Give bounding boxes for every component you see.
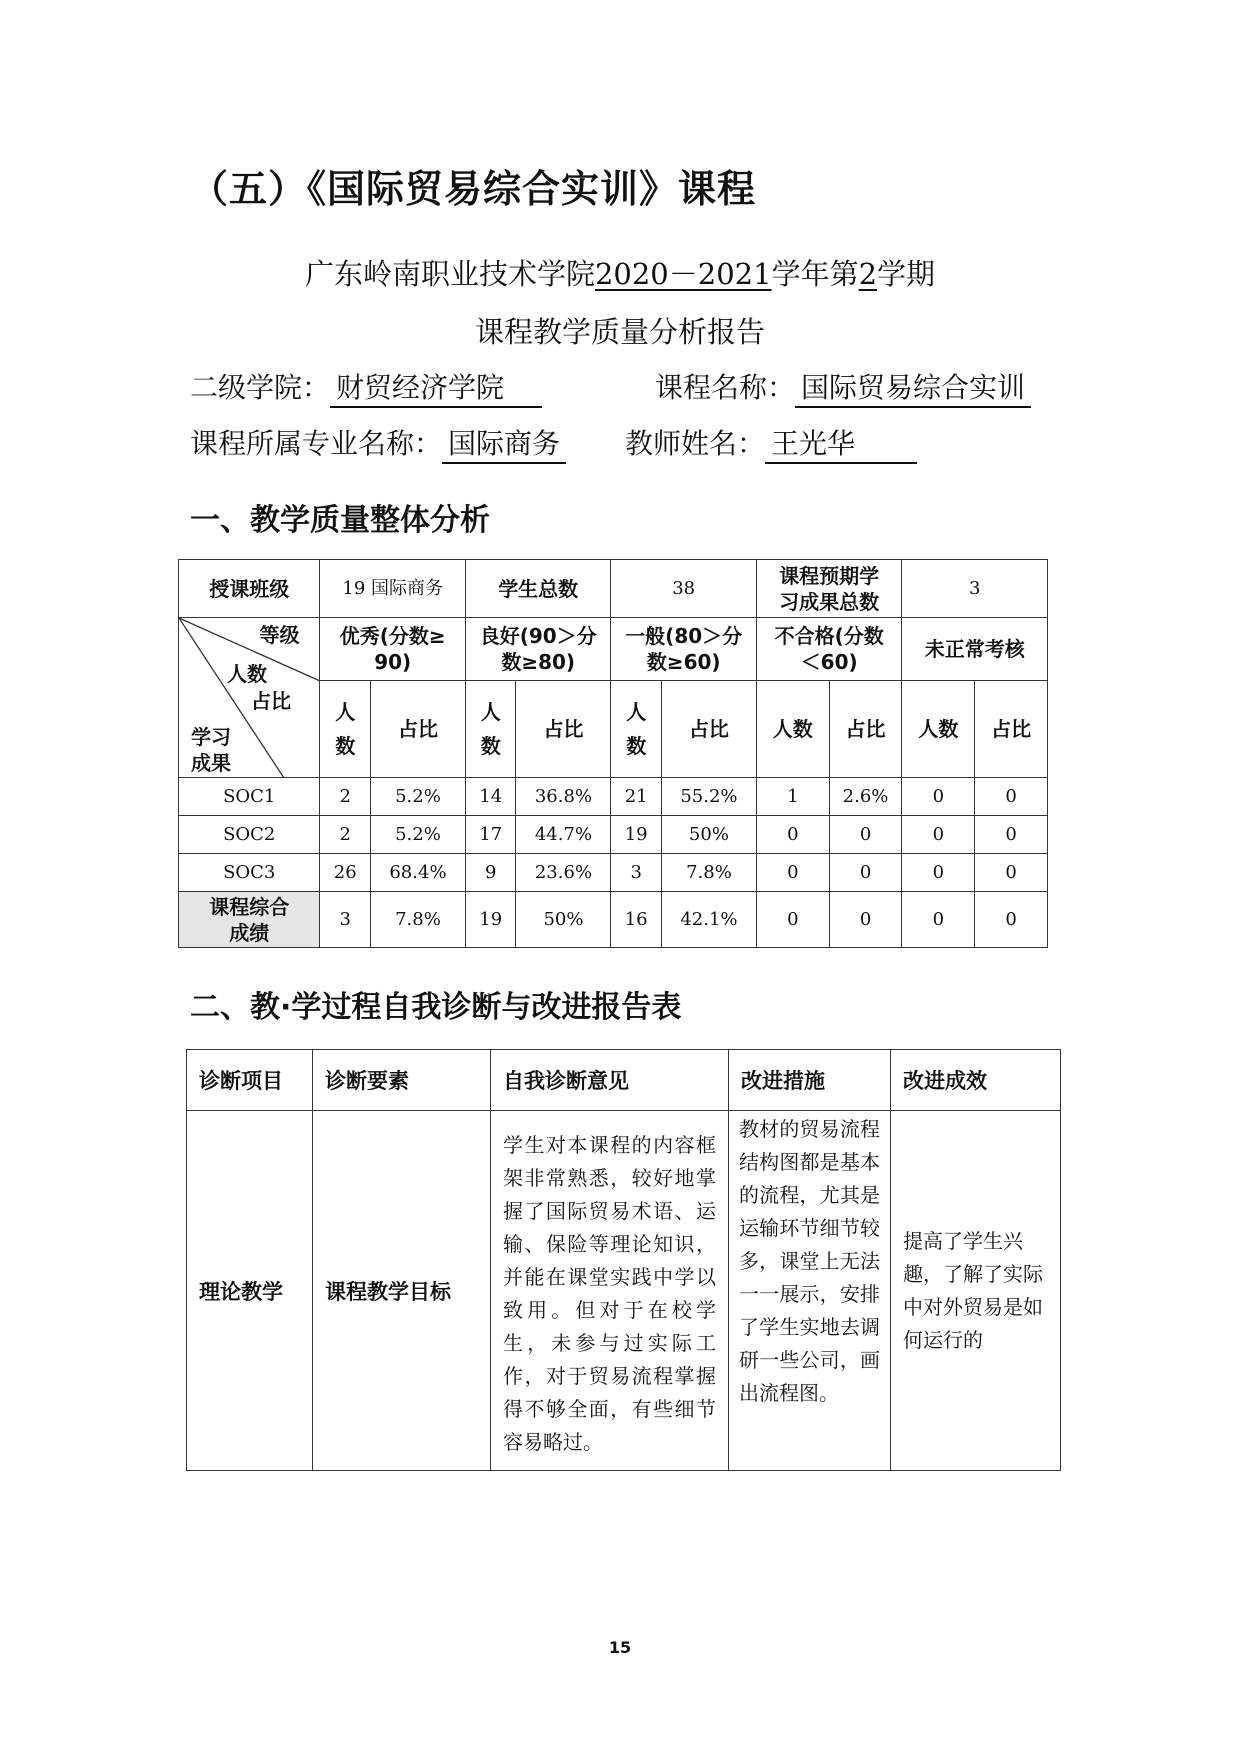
grade-not-assessed: 未正常考核	[902, 618, 1048, 681]
table-cell: 23.6%	[516, 854, 611, 892]
diagnosis-item: 理论教学	[187, 1111, 313, 1471]
table-cell: 0	[902, 892, 975, 948]
table-row	[179, 618, 1048, 681]
table-cell: 0	[975, 816, 1048, 854]
course-info: 课程名称： 国际贸易综合实训	[655, 366, 1031, 408]
outcomes-value: 3	[902, 560, 1048, 618]
table-cell: 9	[465, 854, 516, 892]
improvement-effect: 提高了学生兴趣，了解了实际中对外贸易是如何运行的	[891, 1111, 1061, 1471]
table-cell: 0	[756, 854, 829, 892]
ratio-header: 占比	[661, 681, 756, 778]
table-cell: 0	[829, 854, 902, 892]
table-cell: 26	[320, 854, 371, 892]
class-label: 授课班级	[179, 560, 320, 618]
heading-quality-analysis: 一、教学质量整体分析	[190, 503, 490, 538]
course-value: 国际贸易综合实训	[795, 372, 1031, 408]
major-value: 国际商务	[442, 428, 566, 464]
teacher-value: 王光华	[765, 428, 917, 464]
grade-average: 一般(80＞分 数≥60)	[611, 618, 756, 681]
table-cell: 44.7%	[516, 816, 611, 854]
table-cell: 0	[829, 816, 902, 854]
count-header: 人 数	[465, 681, 516, 778]
table-row	[179, 854, 1048, 892]
page-number: 15	[608, 1638, 632, 1657]
table-cell: 5.2%	[370, 778, 465, 816]
count-header: 人数	[902, 681, 975, 778]
table-row	[179, 560, 1048, 618]
outcome-name: SOC3	[179, 854, 320, 892]
table-cell: 2	[320, 778, 371, 816]
diag-ratio-label: 占比	[251, 689, 291, 713]
table-row	[187, 1050, 1061, 1111]
table-cell: 7.8%	[661, 854, 756, 892]
diag-outcome-label: 学习 成果	[191, 725, 231, 775]
report-year: 2020－2021	[594, 257, 772, 291]
diagonal-header-cell	[179, 618, 320, 778]
table-cell: 50%	[516, 892, 611, 948]
heading-self-diagnosis: 二、教·学过程自我诊断与改进报告表	[190, 990, 682, 1025]
table-cell: 0	[829, 892, 902, 948]
table-cell: 21	[611, 778, 662, 816]
header-item: 诊断项目	[187, 1050, 313, 1111]
ratio-header: 占比	[975, 681, 1048, 778]
students-label: 学生总数	[465, 560, 610, 618]
table-cell: 19	[611, 816, 662, 854]
quality-table	[178, 559, 1048, 948]
table-cell: 19	[465, 892, 516, 948]
class-value: 19 国际商务	[320, 560, 466, 618]
diagnosis-element: 课程教学目标	[313, 1111, 491, 1471]
outcomes-label: 课程预期学 习成果总数	[756, 560, 902, 618]
table-cell: 7.8%	[370, 892, 465, 948]
table-row	[187, 1111, 1061, 1471]
table-cell: 0	[975, 778, 1048, 816]
report-title-line2: 课程教学质量分析报告	[474, 315, 765, 349]
table-cell: 14	[465, 778, 516, 816]
improvement-measures: 教材的贸易流程结构图都是基本的流程，尤其是运输环节细节较多，课堂上无法一一展示，安排了学生实地去调研一些公司，画出流程图。	[729, 1111, 891, 1471]
table-row	[179, 778, 1048, 816]
table-cell: 0	[756, 892, 829, 948]
college-info: 二级学院： 财贸经济学院	[190, 366, 542, 408]
outcome-name: SOC1	[179, 778, 320, 816]
table-row	[179, 816, 1048, 854]
table-cell: 1	[756, 778, 829, 816]
count-header: 人数	[756, 681, 829, 778]
grade-fail: 不合格(分数 ＜60)	[756, 618, 902, 681]
grade-excellent: 优秀(分数≥ 90)	[320, 618, 466, 681]
table-cell: 55.2%	[661, 778, 756, 816]
diagnosis-table	[186, 1049, 1061, 1471]
count-header: 人 数	[320, 681, 371, 778]
section-title: （五）《国际贸易综合实训》课程	[190, 167, 757, 211]
table-cell: 50%	[661, 816, 756, 854]
table-cell: 5.2%	[370, 816, 465, 854]
ratio-header: 占比	[829, 681, 902, 778]
table-cell: 0	[902, 816, 975, 854]
table-cell: 0	[975, 892, 1048, 948]
table-cell: 2.6%	[829, 778, 902, 816]
table-cell: 17	[465, 816, 516, 854]
students-value: 38	[611, 560, 756, 618]
table-cell: 36.8%	[516, 778, 611, 816]
grade-good: 良好(90＞分 数≥80)	[465, 618, 610, 681]
report-title-line1: 广东岭南职业技术学院2020－2021学年第2学期	[304, 257, 936, 291]
major-info: 课程所属专业名称： 国际商务	[190, 422, 566, 464]
teacher-info: 教师姓名： 王光华	[625, 422, 917, 464]
diag-grade-label: 等级	[259, 623, 300, 647]
header-measures: 改进措施	[729, 1050, 891, 1111]
table-cell: 0	[756, 816, 829, 854]
table-cell: 0	[975, 854, 1048, 892]
ratio-header: 占比	[370, 681, 465, 778]
report-term: 2	[858, 257, 878, 291]
ratio-header: 占比	[516, 681, 611, 778]
table-cell: 42.1%	[661, 892, 756, 948]
count-header: 人 数	[611, 681, 662, 778]
header-element: 诊断要素	[313, 1050, 491, 1111]
header-effect: 改进成效	[891, 1050, 1061, 1111]
table-cell: 0	[902, 854, 975, 892]
table-cell: 2	[320, 816, 371, 854]
table-cell: 16	[611, 892, 662, 948]
table-cell: 68.4%	[370, 854, 465, 892]
table-row	[179, 892, 1048, 948]
diag-count-label: 人数	[227, 662, 267, 686]
table-cell: 3	[611, 854, 662, 892]
header-opinion: 自我诊断意见	[491, 1050, 729, 1111]
diagnosis-opinion: 学生对本课程的内容框架非常熟悉，较好地掌握了国际贸易术语、运输、保险等理论知识，并能在课堂实践中学以致用。但对于在校学生，未参与过实际工作，对于贸易流程掌握得不够全面，有些细节容易略过。	[491, 1111, 729, 1471]
outcome-name: SOC2	[179, 816, 320, 854]
total-label: 课程综合 成绩	[179, 892, 320, 948]
college-value: 财贸经济学院	[330, 372, 542, 408]
table-cell: 3	[320, 892, 371, 948]
table-cell: 0	[902, 778, 975, 816]
